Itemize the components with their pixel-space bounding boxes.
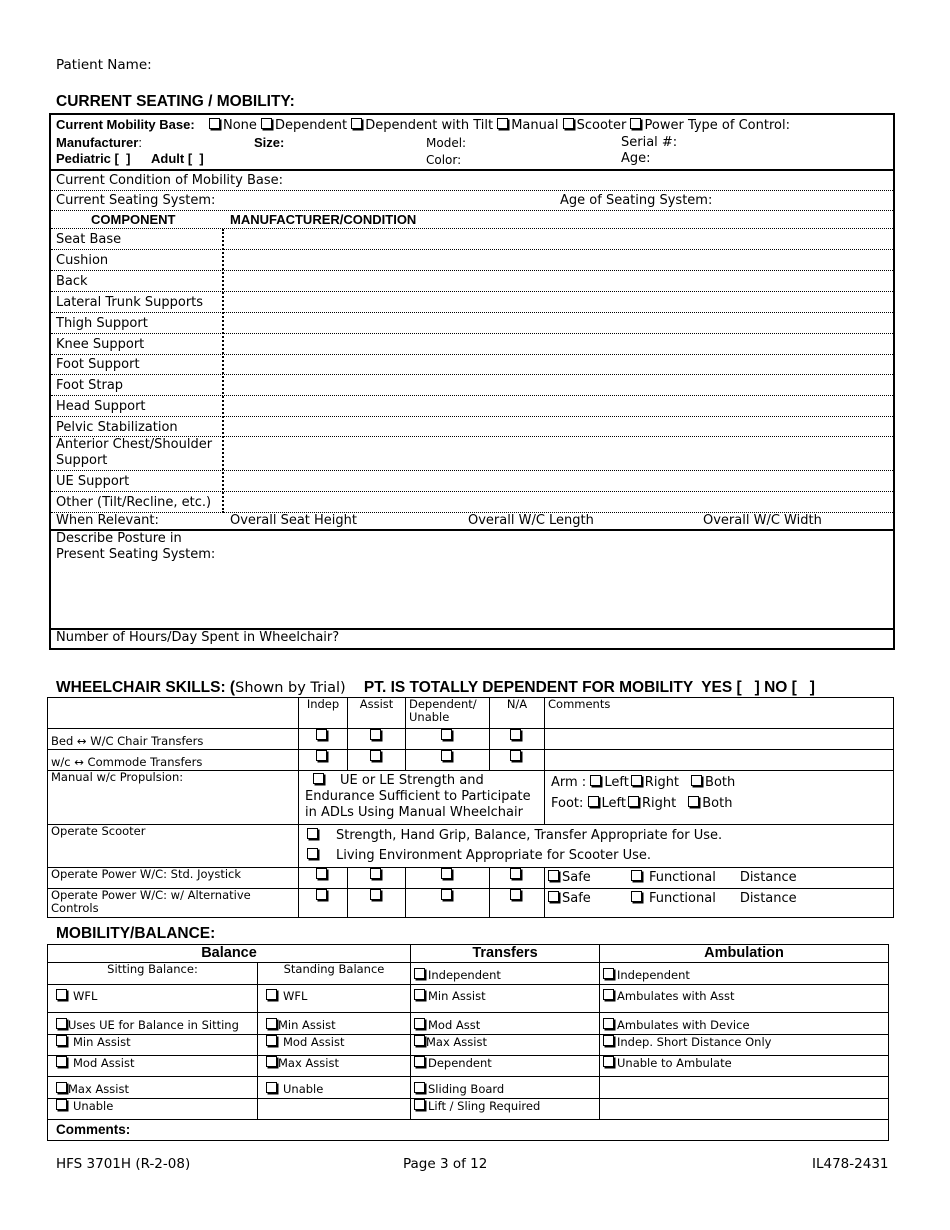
transfer-lift-sling[interactable]: Lift / Sling Required: [411, 1099, 600, 1120]
seating-system-label: Current Seating System:: [56, 193, 216, 208]
comments-label: Comments:: [48, 1120, 889, 1141]
table-row: [48, 771, 894, 825]
checkbox-icon[interactable]: [316, 750, 327, 761]
sitting-uses-ue[interactable]: Uses UE for Balance in Sitting: [48, 1013, 258, 1035]
checkbox-icon[interactable]: [307, 848, 318, 859]
checkbox-icon[interactable]: [631, 891, 642, 902]
checkbox-icon[interactable]: [266, 1018, 277, 1029]
checkbox-icon[interactable]: [631, 775, 642, 786]
checkbox-icon[interactable]: [414, 1082, 425, 1093]
commode-transfer-label: w/c ↔ Commode Transfers: [48, 750, 299, 771]
size-label: Size:: [254, 135, 285, 150]
transfer-mod-asst[interactable]: Mod Asst: [411, 1013, 600, 1035]
sitting-max-assist[interactable]: Max Assist: [48, 1077, 258, 1099]
checkbox-icon[interactable]: [510, 729, 521, 740]
checkbox-icon[interactable]: [316, 889, 327, 900]
checkbox-icon[interactable]: [441, 868, 452, 879]
checkbox-icon[interactable]: [266, 1035, 277, 1046]
checkbox-icon[interactable]: [691, 775, 702, 786]
ambulation-with-asst[interactable]: Ambulates with Asst: [600, 985, 889, 1013]
col-ambulation: Ambulation: [600, 945, 889, 963]
power-alt-label: Operate Power W/C: w/ Alternative Controls: [48, 889, 299, 918]
col-dependent: Dependent/ Unable: [406, 698, 490, 729]
skills-heading-row: [56, 677, 815, 697]
table-row: Operate Power W/C: Std. Joystick Safe Functional Distance: [48, 868, 894, 889]
checkbox-icon[interactable]: [414, 1018, 425, 1029]
overall-wc-width: Overall W/C Width: [703, 513, 822, 528]
ambulation-unable[interactable]: Unable to Ambulate: [600, 1056, 889, 1077]
manual-text: UE or LE Strength and Endurance Sufficient to Participate in ADLs Using Manual Wheelchair: [305, 773, 531, 820]
bed-transfer-label: Bed ↔ W/C Chair Transfers: [48, 729, 299, 750]
describe-posture-label-2: Present Seating System:: [56, 547, 216, 562]
ambulation-short-distance[interactable]: Indep. Short Distance Only: [600, 1035, 889, 1056]
checkbox-icon[interactable]: [441, 750, 452, 761]
checkbox-icon[interactable]: [370, 868, 381, 879]
sitting-wfl[interactable]: WFL: [48, 985, 258, 1013]
hours-label: Number of Hours/Day Spent in Wheelchair?: [56, 630, 340, 645]
checkbox-icon[interactable]: [56, 1056, 67, 1067]
base-option-none[interactable]: None: [209, 118, 257, 133]
checkbox-icon[interactable]: [316, 868, 327, 879]
checkbox-icon[interactable]: [628, 796, 639, 807]
checkbox-icon[interactable]: [631, 870, 642, 881]
component-ue-support: UE Support: [56, 474, 130, 489]
checkbox-icon[interactable]: [56, 1035, 67, 1046]
power-joystick-label: Operate Power W/C: Std. Joystick: [48, 868, 299, 889]
page-number: Page 3 of 12: [403, 1156, 488, 1172]
sitting-mod-assist[interactable]: Mod Assist: [48, 1056, 258, 1077]
col-assist: Assist: [348, 698, 406, 729]
checkbox-icon[interactable]: [603, 1035, 614, 1046]
checkbox-icon[interactable]: [603, 1056, 614, 1067]
col-transfers: Transfers: [411, 945, 600, 963]
transfer-independent[interactable]: Independent: [411, 963, 600, 985]
describe-posture-label-1: Describe Posture in: [56, 531, 182, 546]
standing-max-assist[interactable]: Max Assist: [258, 1056, 411, 1077]
adult-label: Adult [ ]: [151, 151, 204, 166]
mobility-balance-table: [47, 944, 889, 1141]
checkbox-icon[interactable]: [497, 118, 508, 129]
pediatric-label: Pediatric [ ]: [56, 151, 131, 166]
standing-mod-assist[interactable]: Mod Assist: [258, 1035, 411, 1056]
col-comments: Comments: [545, 698, 894, 729]
component-foot-strap: Foot Strap: [56, 378, 124, 393]
standing-min-assist[interactable]: Min Assist: [258, 1013, 411, 1035]
arm-row: Arm : Left Right Both: [551, 775, 736, 790]
checkbox-icon[interactable]: [563, 118, 574, 129]
when-relevant-label: When Relevant:: [56, 513, 159, 528]
manufacturer-label: Manufacturer:: [56, 135, 142, 150]
checkbox-icon[interactable]: [414, 1035, 425, 1046]
checkbox-icon[interactable]: [588, 796, 599, 807]
standing-unable[interactable]: Unable: [258, 1077, 411, 1099]
component-head-support: Head Support: [56, 399, 146, 414]
checkbox-icon[interactable]: [56, 989, 67, 1000]
checkbox-icon[interactable]: [510, 889, 521, 900]
checkbox-icon[interactable]: [266, 989, 277, 1000]
component-lateral-trunk: Lateral Trunk Supports: [56, 295, 204, 310]
component-other: Other (Tilt/Recline, etc.): [56, 495, 212, 510]
ambulation-independent[interactable]: Independent: [600, 963, 889, 985]
sitting-min-assist[interactable]: Min Assist: [48, 1035, 258, 1056]
base-option-dependent[interactable]: Dependent: [261, 118, 347, 133]
checkbox-icon[interactable]: [266, 1056, 277, 1067]
checkbox-icon[interactable]: [370, 889, 381, 900]
checkbox-icon[interactable]: [370, 729, 381, 740]
checkbox-icon[interactable]: [441, 729, 452, 740]
checkbox-icon[interactable]: [603, 989, 614, 1000]
balance-heading: MOBILITY/BALANCE:: [56, 925, 216, 942]
checkbox-icon[interactable]: [261, 118, 272, 129]
checkbox-icon[interactable]: [370, 750, 381, 761]
component-anterior-chest: Anterior Chest/Shoulder Support: [56, 437, 213, 468]
manufacturer-condition-header: MANUFACTURER/CONDITION: [230, 212, 417, 227]
overall-wc-length: Overall W/C Length: [468, 513, 594, 528]
manual-propulsion-label: Manual w/c Propulsion:: [48, 771, 299, 825]
transfer-max-assist[interactable]: Max Assist: [411, 1035, 600, 1056]
checkbox-icon[interactable]: [548, 870, 559, 881]
component-knee: Knee Support: [56, 337, 145, 352]
checkbox-icon[interactable]: [630, 118, 641, 129]
component-foot-support: Foot Support: [56, 357, 140, 372]
base-option-power[interactable]: Power: [630, 118, 683, 133]
checkbox-icon[interactable]: [56, 1099, 67, 1110]
checkbox-icon[interactable]: [266, 1082, 277, 1093]
checkbox-icon[interactable]: [590, 775, 601, 786]
transfer-min-assist[interactable]: Min Assist: [411, 985, 600, 1013]
checkbox-icon[interactable]: [351, 118, 362, 129]
checkbox-icon[interactable]: [56, 1082, 67, 1093]
overall-seat-height: Overall Seat Height: [230, 513, 358, 528]
table-row: [48, 729, 894, 750]
age-label: Age:: [621, 151, 651, 166]
skills-heading: WHEELCHAIR SKILLS: (: [56, 679, 236, 696]
col-na: N/A: [490, 698, 545, 729]
mobility-base-label: Current Mobility Base:: [56, 117, 195, 132]
foot-row: Foot: Left Right Both: [551, 796, 733, 811]
checkbox-icon[interactable]: [510, 868, 521, 879]
checkbox-icon[interactable]: [414, 968, 425, 979]
standing-balance-header: Standing Balance: [258, 963, 411, 985]
checkbox-icon[interactable]: [414, 1099, 425, 1110]
base-option-scooter[interactable]: Scooter: [563, 118, 627, 133]
checkbox-icon[interactable]: [510, 750, 521, 761]
component-thigh: Thigh Support: [56, 316, 148, 331]
base-option-dependent-tilt[interactable]: Dependent with Tilt: [351, 118, 493, 133]
scooter-option-2[interactable]: Living Environment Appropriate for Scooter Use.: [307, 846, 885, 866]
color-label: Color:: [426, 153, 462, 167]
transfer-dependent[interactable]: Dependent: [411, 1056, 600, 1077]
component-back: Back: [56, 274, 88, 289]
serial-label: Serial #:: [621, 135, 678, 150]
col-balance: Balance: [48, 945, 411, 963]
checkbox-icon[interactable]: [548, 891, 559, 902]
checkbox-icon[interactable]: [441, 889, 452, 900]
standing-wfl[interactable]: WFL: [258, 985, 411, 1013]
component-pelvic: Pelvic Stabilization: [56, 420, 178, 435]
base-option-manual[interactable]: Manual: [497, 118, 558, 133]
checkbox-icon[interactable]: [316, 729, 327, 740]
dependent-question: PT. IS TOTALLY DEPENDENT FOR MOBILITY YES [ ] NO [ ]: [363, 679, 815, 696]
sitting-unable[interactable]: Unable: [48, 1099, 258, 1120]
checkbox-icon[interactable]: [307, 828, 318, 839]
type-of-control-label: Type of Control:: [687, 118, 790, 133]
component-cushion: Cushion: [56, 253, 109, 268]
component-seat-base: Seat Base: [56, 232, 122, 247]
shown-by-trial: Shown by Trial): [235, 680, 346, 696]
age-seating-label: Age of Seating System:: [560, 193, 713, 208]
checkbox-icon[interactable]: [414, 989, 425, 1000]
sitting-balance-header: Sitting Balance:: [48, 963, 258, 985]
col-indep: Indep: [299, 698, 348, 729]
table-row: [48, 825, 894, 868]
condition-label: Current Condition of Mobility Base:: [56, 173, 284, 188]
checkbox-icon[interactable]: [56, 1018, 67, 1029]
table-row: [48, 750, 894, 771]
patient-name-label: Patient Name:: [56, 57, 152, 73]
wheelchair-skills-table: [47, 697, 894, 918]
checkbox-icon[interactable]: [603, 1018, 614, 1029]
transfer-sliding-board[interactable]: Sliding Board: [411, 1077, 600, 1099]
form-code: IL478-2431: [812, 1156, 889, 1172]
checkbox-icon[interactable]: [209, 118, 220, 129]
component-header: COMPONENT: [91, 212, 176, 227]
ambulation-with-device[interactable]: Ambulates with Device: [600, 1013, 889, 1035]
form-id: HFS 3701H (R-2-08): [56, 1156, 191, 1172]
mobility-base-row: [56, 117, 790, 133]
table-row: Operate Power W/C: w/ Alternative Controls Safe Functional Distance: [48, 889, 894, 918]
checkbox-icon[interactable]: [414, 1056, 425, 1067]
scooter-option-1[interactable]: Strength, Hand Grip, Balance, Transfer Appropriate for Use.: [307, 826, 885, 846]
operate-scooter-label: Operate Scooter: [48, 825, 299, 868]
model-label: Model:: [426, 136, 467, 150]
checkbox-icon[interactable]: [313, 773, 324, 784]
seating-heading: CURRENT SEATING / MOBILITY:: [56, 93, 295, 110]
checkbox-icon[interactable]: [603, 968, 614, 979]
checkbox-icon[interactable]: [688, 796, 699, 807]
